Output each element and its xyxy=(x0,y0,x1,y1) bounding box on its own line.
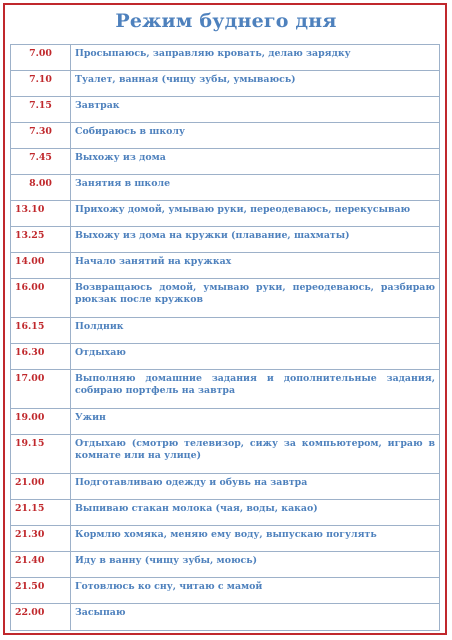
time-cell: 14.00 xyxy=(11,253,71,279)
table-row xyxy=(11,344,440,370)
activity-cell: Начало занятий на кружках xyxy=(71,253,440,279)
table-row xyxy=(11,97,440,123)
table-row xyxy=(11,123,440,149)
time-cell: 16.00 xyxy=(11,279,71,318)
activity-cell: Готовлюсь ко сну, читаю с мамой xyxy=(71,578,440,604)
table-row xyxy=(11,500,440,526)
table-row xyxy=(11,474,440,500)
table-row xyxy=(11,552,440,578)
activity-cell: Отдыхаю (смотрю телевизор, сижу за компьютером, играю в комнате или на улице) xyxy=(71,435,440,474)
time-cell: 17.00 xyxy=(11,370,71,409)
activity-cell: Выхожу из дома xyxy=(71,149,440,175)
activity-cell: Ужин xyxy=(71,409,440,435)
time-cell: 21.50 xyxy=(11,578,71,604)
table-row xyxy=(11,318,440,344)
table-row xyxy=(11,604,440,631)
activity-cell: Прихожу домой, умываю руки, переодеваюсь, перекусываю xyxy=(71,201,440,227)
activity-cell: Иду в ванну (чищу зубы, моюсь) xyxy=(71,552,440,578)
activity-cell: Подготавливаю одежду и обувь на завтра xyxy=(71,474,440,500)
activity-cell: Выпиваю стакан молока (чая, воды, какао) xyxy=(71,500,440,526)
table-row xyxy=(11,149,440,175)
time-cell: 13.25 xyxy=(11,227,71,253)
time-cell: 21.30 xyxy=(11,526,71,552)
table-row xyxy=(11,526,440,552)
activity-cell: Выхожу из дома на кружки (плавание, шахматы) xyxy=(71,227,440,253)
activity-cell: Полдник xyxy=(71,318,440,344)
time-cell: 19.00 xyxy=(11,409,71,435)
time-cell: 22.00 xyxy=(11,604,71,631)
table-row xyxy=(11,45,440,71)
time-cell: 21.40 xyxy=(11,552,71,578)
time-cell: 7.00 xyxy=(11,45,71,71)
time-cell: 7.30 xyxy=(11,123,71,149)
time-cell: 13.10 xyxy=(11,201,71,227)
activity-cell: Занятия в школе xyxy=(71,175,440,201)
table-row xyxy=(11,578,440,604)
table-row xyxy=(11,175,440,201)
time-cell: 16.30 xyxy=(11,344,71,370)
table-row xyxy=(11,435,440,474)
table-row xyxy=(11,227,440,253)
table-row xyxy=(11,253,440,279)
activity-cell: Собираюсь в школу xyxy=(71,123,440,149)
time-cell: 16.15 xyxy=(11,318,71,344)
activity-cell: Отдыхаю xyxy=(71,344,440,370)
activity-cell: Туалет, ванная (чищу зубы, умываюсь) xyxy=(71,71,440,97)
activity-cell: Просыпаюсь, заправляю кровать, делаю зарядку xyxy=(71,45,440,71)
table-row xyxy=(11,370,440,409)
activity-cell: Возвращаюсь домой, умываю руки, переодеваюсь, разбираю рюкзак после кружков xyxy=(71,279,440,318)
table-row xyxy=(11,71,440,97)
activity-cell: Засыпаю xyxy=(71,604,440,631)
time-cell: 21.15 xyxy=(11,500,71,526)
table-row xyxy=(11,409,440,435)
schedule-table xyxy=(10,44,440,631)
activity-cell: Выполняю домашние задания и дополнительные задания, собираю портфель на завтра xyxy=(71,370,440,409)
time-cell: 7.15 xyxy=(11,97,71,123)
time-cell: 19.15 xyxy=(11,435,71,474)
time-cell: 21.00 xyxy=(11,474,71,500)
table-row xyxy=(11,279,440,318)
page-title: Режим буднего дня xyxy=(115,10,337,32)
time-cell: 7.10 xyxy=(11,71,71,97)
table-row xyxy=(11,201,440,227)
time-cell: 8.00 xyxy=(11,175,71,201)
activity-cell: Завтрак xyxy=(71,97,440,123)
activity-cell: Кормлю хомяка, меняю ему воду, выпускаю погулять xyxy=(71,526,440,552)
time-cell: 7.45 xyxy=(11,149,71,175)
